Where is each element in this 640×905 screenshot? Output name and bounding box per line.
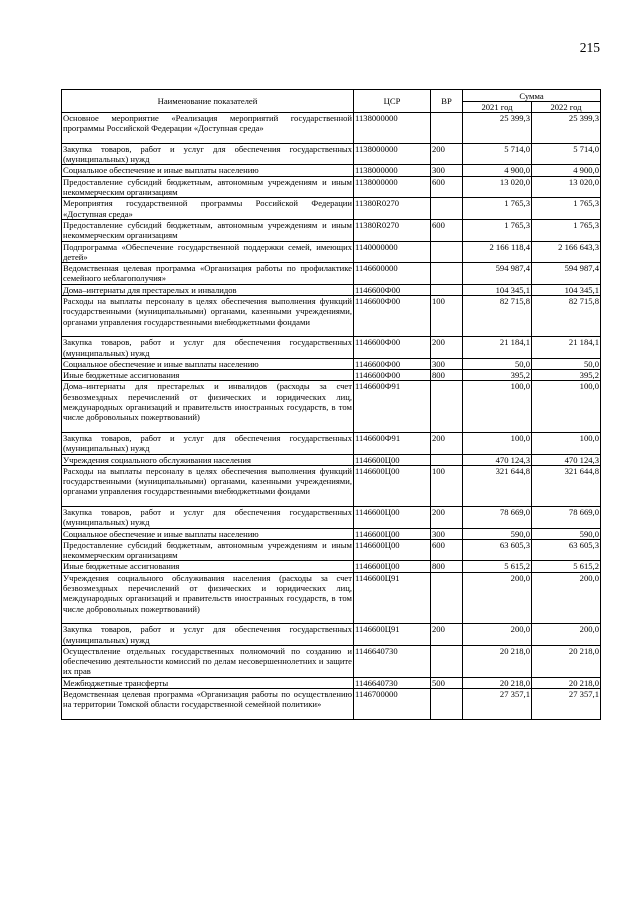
row-vr-code: 800 xyxy=(431,370,463,381)
table-row xyxy=(62,165,601,176)
row-name: Предоставление субсидий бюджетным, автономным учреждениям и иным некоммерческим организациям xyxy=(63,176,352,198)
row-csr-code: 1146600Ф00 xyxy=(354,358,431,369)
table-row xyxy=(62,198,601,220)
row-sum-2022: 470 124,3 xyxy=(532,454,601,465)
table-row xyxy=(62,296,601,337)
row-sum-2021: 13 020,0 xyxy=(463,176,532,198)
table-row xyxy=(62,539,601,561)
row-csr-code: 1146600Ц00 xyxy=(354,539,431,561)
row-sum-2021: 395,2 xyxy=(463,370,532,381)
table-row xyxy=(62,624,601,646)
row-csr-code: 1146600Ц00 xyxy=(354,528,431,539)
row-sum-2022: 20 218,0 xyxy=(532,677,601,688)
row-sum-2021: 100,0 xyxy=(463,381,532,433)
row-sum-2022: 1 765,3 xyxy=(532,198,601,220)
row-csr-code: 1146600Ф91 xyxy=(354,381,431,433)
row-sum-2022: 78 669,0 xyxy=(532,507,601,529)
row-sum-2022: 21 184,1 xyxy=(532,337,601,359)
row-vr-code xyxy=(431,381,463,433)
table-row xyxy=(62,263,601,285)
row-sum-2021: 470 124,3 xyxy=(463,454,532,465)
header-csr: ЦСР xyxy=(354,90,431,113)
row-sum-2022: 200,0 xyxy=(532,624,601,646)
row-sum-2022: 63 605,3 xyxy=(532,539,601,561)
row-sum-2022: 200,0 xyxy=(532,572,601,624)
table-row xyxy=(62,219,601,241)
row-sum-2022: 20 218,0 xyxy=(532,645,601,677)
table-body xyxy=(62,113,601,720)
row-name: Расходы на выплаты персоналу в целях обеспечения выполнения функций государственными (муниципальными) органами, казенными учреждениями, органами управления государственными внебюджетными фондами xyxy=(62,465,354,506)
row-sum-2022: 321 644,8 xyxy=(532,465,601,506)
row-csr-code: 1146600Ц00 xyxy=(354,561,431,572)
row-name: Иные бюджетные ассигнования xyxy=(62,561,354,572)
row-vr-code: 600 xyxy=(431,539,463,561)
row-name: Межбюджетные трансферты xyxy=(62,677,354,688)
row-sum-2021: 20 218,0 xyxy=(463,645,532,677)
row-csr-code: 1138000000 xyxy=(354,113,431,144)
row-sum-2021: 78 669,0 xyxy=(463,507,532,529)
row-name: Социальное обеспечение и иные выплаты населению xyxy=(62,358,354,369)
row-csr-code: 1146600Ф00 xyxy=(354,337,431,359)
header-year-2021: 2021 год xyxy=(463,102,532,113)
row-sum-2021: 1 765,3 xyxy=(463,198,532,220)
row-vr-code: 100 xyxy=(431,296,463,337)
row-vr-code: 300 xyxy=(431,358,463,369)
table-row xyxy=(62,645,601,677)
row-name: Учреждения социального обслуживания населения xyxy=(62,454,354,465)
row-vr-code: 600 xyxy=(431,176,463,198)
row-csr-code: 1146600Ф91 xyxy=(354,432,431,454)
row-sum-2021: 590,0 xyxy=(463,528,532,539)
row-name: Предоставление субсидий бюджетным, автономным учреждениям и иным некоммерческим организациям xyxy=(63,539,352,561)
row-sum-2022: 2 166 643,3 xyxy=(532,241,601,263)
row-sum-2021: 200,0 xyxy=(463,572,532,624)
row-vr-code: 600 xyxy=(431,219,463,241)
table-row xyxy=(62,241,601,263)
row-name: Закупка товаров, работ и услуг для обеспечения государственных (муниципальных) нужд xyxy=(63,337,352,358)
row-vr-code xyxy=(431,645,463,677)
row-vr-code: 200 xyxy=(431,624,463,646)
row-sum-2022: 100,0 xyxy=(532,432,601,454)
table-row xyxy=(62,507,601,529)
row-vr-code xyxy=(431,263,463,285)
row-vr-code xyxy=(431,572,463,624)
header-name: Наименование показателей xyxy=(62,90,354,113)
row-sum-2021: 100,0 xyxy=(463,432,532,454)
row-sum-2021: 63 605,3 xyxy=(463,539,532,561)
table-row xyxy=(62,113,601,144)
row-vr-code: 800 xyxy=(431,561,463,572)
row-sum-2022: 13 020,0 xyxy=(532,176,601,198)
table-row xyxy=(62,370,601,381)
row-csr-code: 11380R0270 xyxy=(354,219,431,241)
row-csr-code: 1138000000 xyxy=(354,176,431,198)
row-csr-code: 1146600Ц00 xyxy=(354,465,431,506)
table-row xyxy=(62,689,601,720)
row-name: Закупка товаров, работ и услуг для обеспечения государственных (муниципальных) нужд xyxy=(63,143,352,165)
row-sum-2021: 82 715,8 xyxy=(463,296,532,337)
row-sum-2022: 5 615,2 xyxy=(532,561,601,572)
table-row xyxy=(62,572,601,624)
row-sum-2022: 25 399,3 xyxy=(532,113,601,144)
row-vr-code: 100 xyxy=(431,465,463,506)
row-sum-2022: 590,0 xyxy=(532,528,601,539)
table-header xyxy=(62,90,601,113)
row-sum-2021: 594 987,4 xyxy=(463,263,532,285)
row-sum-2021: 321 644,8 xyxy=(463,465,532,506)
row-csr-code: 1146600Ф00 xyxy=(354,370,431,381)
row-vr-code xyxy=(431,198,463,220)
row-name: Закупка товаров, работ и услуг для обеспечения государственных (муниципальных) нужд xyxy=(63,432,352,454)
row-sum-2022: 50,0 xyxy=(532,358,601,369)
row-csr-code: 1146640730 xyxy=(354,677,431,688)
row-sum-2022: 27 357,1 xyxy=(532,689,601,720)
row-name: Социальное обеспечение и иные выплаты населению xyxy=(62,165,354,176)
row-vr-code xyxy=(431,241,463,263)
row-name: Подпрограмма «Обеспечение государственной поддержки семей, имеющих детей» xyxy=(63,241,352,262)
row-vr-code xyxy=(431,284,463,295)
table-row xyxy=(62,561,601,572)
row-csr-code: 1138000000 xyxy=(354,165,431,176)
row-name: Иные бюджетные ассигнования xyxy=(62,370,354,381)
row-csr-code: 1146640730 xyxy=(354,645,431,677)
row-name: Социальное обеспечение и иные выплаты населению xyxy=(62,528,354,539)
row-sum-2021: 25 399,3 xyxy=(463,113,532,144)
row-sum-2022: 104 345,1 xyxy=(532,284,601,295)
row-sum-2021: 5 714,0 xyxy=(463,143,532,165)
row-csr-code: 1146600Ц91 xyxy=(354,624,431,646)
row-sum-2021: 20 218,0 xyxy=(463,677,532,688)
row-name: Осуществление отдельных государственных полномочий по созданию и обеспечению деятельности комиссий по делам несовершеннолетних и защите их прав xyxy=(63,645,352,677)
row-sum-2021: 104 345,1 xyxy=(463,284,532,295)
row-name: Предоставление субсидий бюджетным, автономным учреждениям и иным некоммерческим организациям xyxy=(63,219,352,241)
row-csr-code: 1146600Ц00 xyxy=(354,454,431,465)
row-name: Расходы на выплаты персоналу в целях обеспечения выполнения функций государственными (муниципальными) органами, казенными учреждениями, органами управления государственными внебюджетными фондами xyxy=(62,296,354,337)
row-vr-code: 200 xyxy=(431,143,463,165)
table-row xyxy=(62,432,601,454)
row-vr-code: 200 xyxy=(431,507,463,529)
row-vr-code: 200 xyxy=(431,337,463,359)
row-sum-2022: 1 765,3 xyxy=(532,219,601,241)
row-vr-code: 300 xyxy=(431,165,463,176)
row-name: Дома–интернаты для престарелых и инвалидов (расходы за счет безвозмездных перечислений от физических и юридических лиц, международных организаций и правительств иностранных государств, в том числе добровольных пожертвований) xyxy=(62,381,354,433)
row-name: Ведомственная целевая программа «Организация работы по осуществлению на территории Томской области государственной семейной политики» xyxy=(62,689,354,720)
row-csr-code: 1146600Ц91 xyxy=(354,572,431,624)
row-vr-code xyxy=(431,689,463,720)
table-row xyxy=(62,454,601,465)
row-sum-2022: 594 987,4 xyxy=(532,263,601,285)
header-sum: Сумма xyxy=(463,90,601,102)
table-row xyxy=(62,677,601,688)
row-sum-2021: 27 357,1 xyxy=(463,689,532,720)
row-name: Мероприятия государственной программы Российской Федерации «Доступная среда» xyxy=(63,198,352,219)
row-csr-code: 1138000000 xyxy=(354,143,431,165)
budget-table xyxy=(61,89,601,720)
row-vr-code: 500 xyxy=(431,677,463,688)
row-sum-2021: 200,0 xyxy=(463,624,532,646)
table-row xyxy=(62,143,601,165)
row-csr-code: 1140000000 xyxy=(354,241,431,263)
row-csr-code: 11380R0270 xyxy=(354,198,431,220)
row-name: Закупка товаров, работ и услуг для обеспечения государственных (муниципальных) нужд xyxy=(63,624,352,645)
row-csr-code: 1146600Ц00 xyxy=(354,507,431,529)
row-sum-2022: 82 715,8 xyxy=(532,296,601,337)
row-sum-2022: 5 714,0 xyxy=(532,143,601,165)
row-vr-code: 200 xyxy=(431,432,463,454)
row-sum-2022: 395,2 xyxy=(532,370,601,381)
table-row xyxy=(62,176,601,198)
row-sum-2021: 50,0 xyxy=(463,358,532,369)
table-row xyxy=(62,337,601,359)
table-row xyxy=(62,358,601,369)
row-vr-code xyxy=(431,113,463,144)
row-csr-code: 1146600Ф00 xyxy=(354,284,431,295)
row-name: Дома–интернаты для престарелых и инвалидов xyxy=(62,284,354,295)
row-sum-2021: 5 615,2 xyxy=(463,561,532,572)
row-name: Основное мероприятие «Реализация мероприятий государственной программы Российской Федерации «Доступная среда» xyxy=(62,113,354,144)
table-row xyxy=(62,528,601,539)
row-csr-code: 1146700000 xyxy=(354,689,431,720)
page-number: 215 xyxy=(579,40,600,55)
row-sum-2021: 21 184,1 xyxy=(463,337,532,359)
row-sum-2022: 100,0 xyxy=(532,381,601,433)
table-row xyxy=(62,284,601,295)
row-sum-2021: 4 900,0 xyxy=(463,165,532,176)
table-row xyxy=(62,465,601,506)
row-name: Учреждения социального обслуживания населения (расходы за счет безвозмездных перечислений от физических и юридических лиц, международных организаций и правительств иностранных государств, в том числе добровольных пожертвований) xyxy=(62,572,354,624)
header-vr: ВР xyxy=(431,90,463,113)
row-vr-code xyxy=(431,454,463,465)
row-name: Ведомственная целевая программа «Организация работы по профилактике семейного неблагополучия» xyxy=(63,263,352,284)
header-year-2022: 2022 год xyxy=(532,102,601,113)
row-sum-2021: 1 765,3 xyxy=(463,219,532,241)
row-csr-code: 1146600Ф00 xyxy=(354,296,431,337)
row-sum-2022: 4 900,0 xyxy=(532,165,601,176)
row-csr-code: 1146600000 xyxy=(354,263,431,285)
table-row xyxy=(62,381,601,433)
row-vr-code: 300 xyxy=(431,528,463,539)
row-sum-2021: 2 166 118,4 xyxy=(463,241,532,263)
row-name: Закупка товаров, работ и услуг для обеспечения государственных (муниципальных) нужд xyxy=(63,507,352,528)
